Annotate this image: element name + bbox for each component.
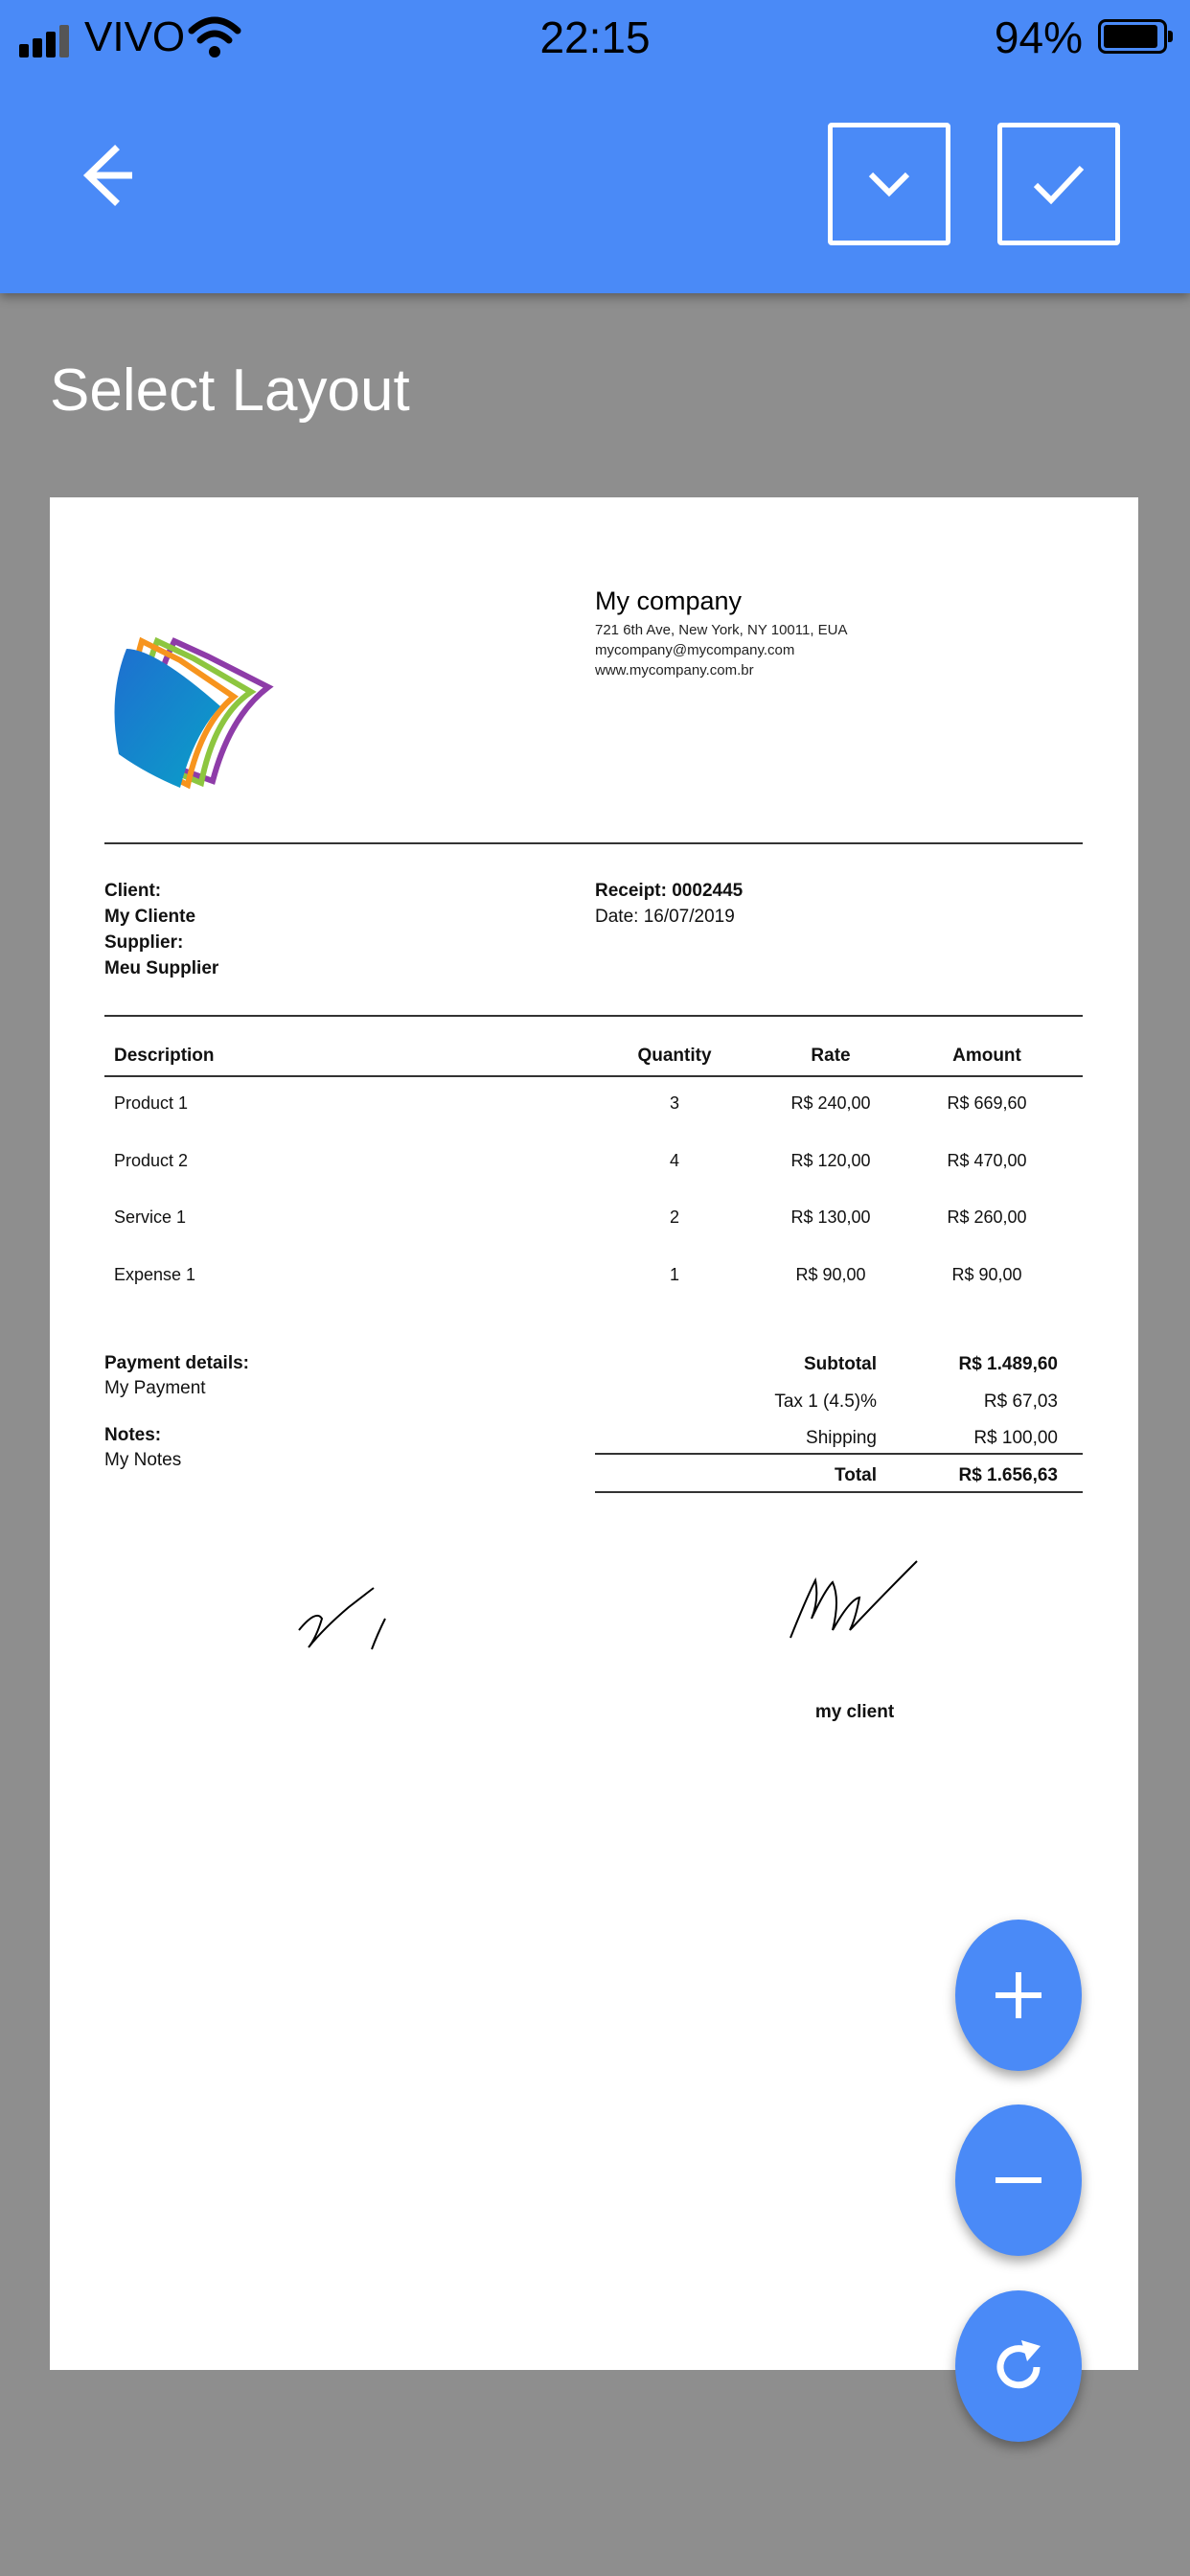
- shipping-row: [595, 1428, 1083, 1462]
- total-value: R$ 1.656,63: [958, 1465, 1058, 1485]
- minus-icon: [992, 2153, 1045, 2207]
- company-info: [595, 586, 848, 680]
- row-rate: R$ 90,00: [795, 1265, 866, 1284]
- header-description: Description: [114, 1046, 215, 1066]
- company-address: 721 6th Ave, New York, NY 10011, EUA: [595, 622, 848, 638]
- table-row: [104, 1208, 1083, 1246]
- payment-label: Payment details:: [104, 1353, 249, 1373]
- row-quantity: 4: [669, 1151, 679, 1170]
- subtotal-value: R$ 1.489,60: [958, 1354, 1058, 1374]
- table-row: [104, 1265, 1083, 1303]
- payment-details: [104, 1351, 249, 1401]
- row-description: Expense 1: [114, 1265, 196, 1284]
- status-time: 22:15: [539, 12, 651, 62]
- zoom-out-button[interactable]: [955, 2104, 1082, 2256]
- row-quantity: 3: [669, 1093, 679, 1113]
- confirm-button[interactable]: [997, 123, 1120, 245]
- row-description: Product 2: [114, 1151, 189, 1170]
- row-description: Product 1: [114, 1093, 189, 1113]
- battery-percentage: 94%: [994, 12, 1083, 62]
- row-description: Service 1: [114, 1208, 187, 1227]
- row-quantity: 2: [669, 1208, 679, 1227]
- row-amount: R$ 470,00: [947, 1151, 1027, 1170]
- divider: [104, 1015, 1083, 1017]
- company-email: mycompany@mycompany.com: [595, 642, 795, 658]
- total-label: Total: [835, 1465, 877, 1485]
- row-quantity: 1: [669, 1265, 679, 1284]
- carrier-name: VIVO: [84, 13, 186, 60]
- row-amount: R$ 260,00: [947, 1208, 1027, 1227]
- refresh-icon: [989, 2336, 1048, 2396]
- header-amount: Amount: [952, 1046, 1021, 1066]
- tax-value: R$ 67,03: [983, 1392, 1058, 1412]
- row-rate: R$ 130,00: [790, 1208, 871, 1227]
- row-rate: R$ 120,00: [790, 1151, 871, 1170]
- battery-icon: [1098, 19, 1167, 54]
- notes-label: Notes:: [104, 1425, 162, 1445]
- zoom-in-button[interactable]: [955, 1920, 1082, 2071]
- client-name: My Cliente: [104, 907, 196, 927]
- client-info: [104, 878, 218, 981]
- total-row: [595, 1465, 1083, 1500]
- signature-supplier: [289, 1571, 414, 1667]
- row-amount: R$ 669,60: [947, 1093, 1027, 1113]
- tax-row: [595, 1392, 1083, 1426]
- subtotal-label: Subtotal: [804, 1354, 877, 1374]
- shipping-label: Shipping: [806, 1428, 877, 1448]
- chevron-down-icon: [863, 165, 915, 203]
- receipt-date: Date: 16/07/2019: [595, 907, 735, 927]
- divider: [595, 1491, 1083, 1493]
- supplier-name: Meu Supplier: [104, 958, 219, 978]
- receipt-info: [595, 878, 743, 930]
- status-bar: [0, 0, 1190, 80]
- company-website: www.mycompany.com.br: [595, 662, 754, 678]
- notes-value: My Notes: [104, 1450, 182, 1470]
- page-title: Select Layout: [50, 357, 410, 424]
- tax-label: Tax 1 (4.5)%: [774, 1392, 877, 1412]
- arrow-back-icon[interactable]: [69, 142, 136, 209]
- receipt-number: Receipt: 0002445: [595, 881, 744, 901]
- receipt-preview[interactable]: [50, 497, 1138, 2370]
- divider: [104, 1075, 1083, 1077]
- company-name: My company: [595, 586, 743, 615]
- notes: [104, 1423, 181, 1473]
- divider: [104, 842, 1083, 844]
- company-logo: [107, 620, 280, 802]
- shipping-value: R$ 100,00: [973, 1428, 1058, 1448]
- signature-label: my client: [814, 1702, 895, 1722]
- client-label: Client:: [104, 881, 162, 901]
- table-row: [104, 1093, 1083, 1132]
- check-icon: [1030, 160, 1087, 208]
- header-quantity: Quantity: [637, 1046, 712, 1066]
- reset-button[interactable]: [955, 2290, 1082, 2442]
- signature-client: [783, 1542, 936, 1667]
- table-row: [104, 1151, 1083, 1189]
- divider: [595, 1453, 1083, 1455]
- row-amount: R$ 90,00: [951, 1265, 1022, 1284]
- expand-button[interactable]: [828, 123, 950, 245]
- payment-value: My Payment: [104, 1378, 206, 1398]
- subtotal-row: [595, 1354, 1083, 1389]
- plus-icon: [992, 1968, 1045, 2022]
- supplier-label: Supplier:: [104, 932, 184, 953]
- row-rate: R$ 240,00: [790, 1093, 871, 1113]
- header-rate: Rate: [811, 1046, 851, 1066]
- app-bar: [0, 0, 1190, 293]
